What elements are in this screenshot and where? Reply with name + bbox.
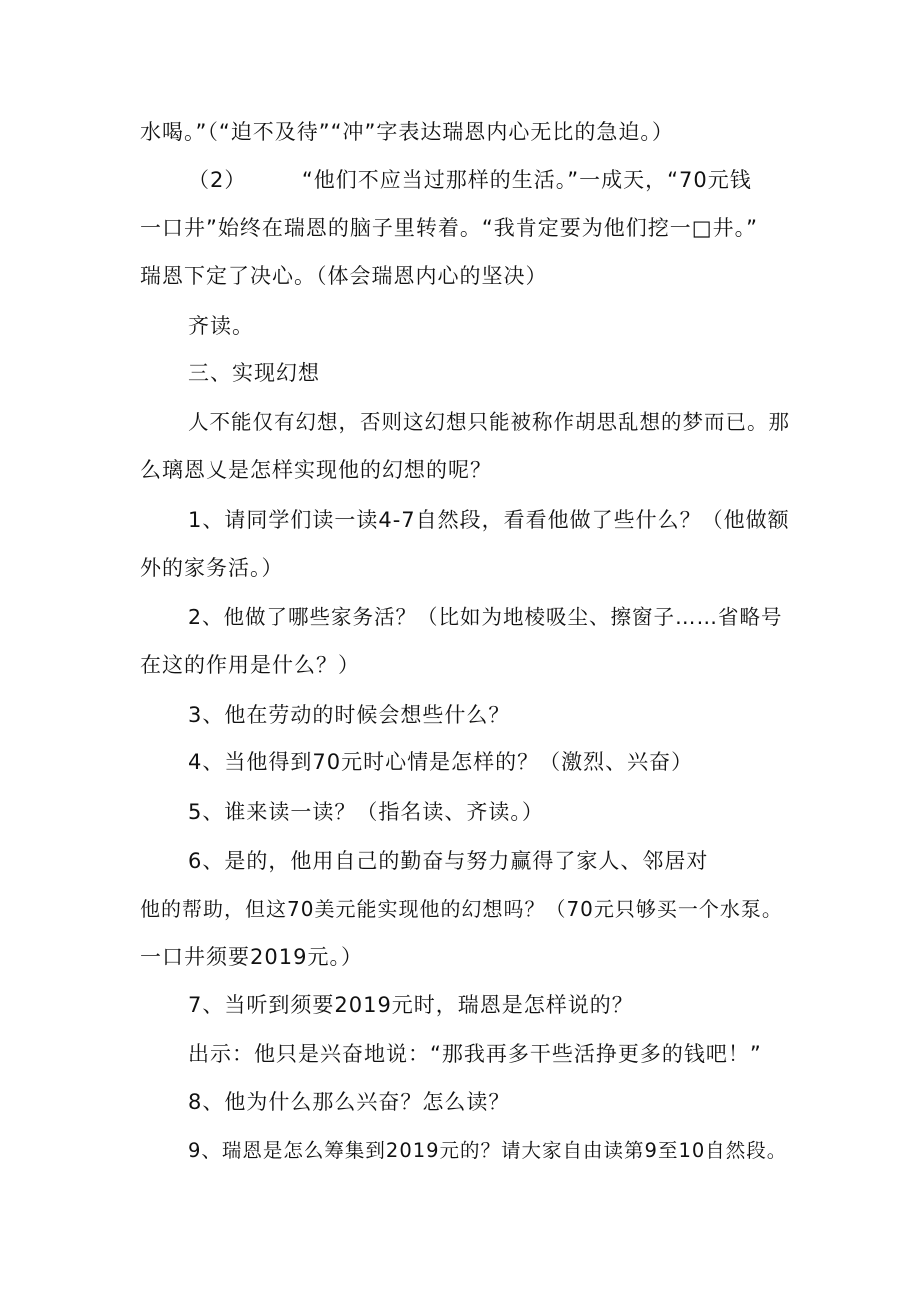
section-heading: 三、实现幻想: [188, 361, 320, 385]
text-line: 么璃恩乂是怎样实现他的幻想的呢？: [140, 458, 492, 482]
text-line: 他的帮助，但这70美元能实现他的幻想吗？（70元只够买一个水泵。: [140, 897, 783, 921]
text-line: 一口井须要2019元。）: [140, 945, 363, 969]
text-line: 4、当他得到70元时心情是怎样的？（激烈、兴奋）: [188, 750, 694, 774]
text-line: 1、请同学们读一读4-7自然段，看看他做了些什么？（他做额: [188, 508, 790, 532]
text-line: 瑞恩下定了决心。（体会瑞恩内心的坚决）: [140, 264, 548, 288]
text-line: 水喝。”（“迫不及待”“冲”字表达瑞恩内心无比的急迫。）: [140, 120, 674, 144]
text-line: 在这的作用是什么？）: [140, 653, 360, 677]
text-line: 人不能仅有幻想，否则这幻想只能被称作胡思乱想的梦而已。那: [188, 410, 790, 434]
text-line: 8、他为什么那么兴奋？怎么读？: [188, 1090, 511, 1114]
text-line: 3、他在劳动的时候会想些什么？: [188, 703, 511, 727]
text-line: 7、当听到须要2019元时，瑞恩是怎样说的？: [188, 993, 634, 1017]
text-line: 出示：他只是兴奋地说：“那我再多干些活挣更多的钱吧！”: [188, 1042, 762, 1066]
text-line: 6、是的，他用自己的勤奋与努力赢得了家人、邻居对: [188, 849, 709, 873]
text-line: 9、瑞恩是怎么筹集到2019元的？请大家自由读第9至10自然段。: [188, 1139, 788, 1162]
text-line: 一口井”始终在瑞恩的脑子里转着。“我肯定要为他们挖一□井。”: [140, 216, 758, 240]
text-line: 2、他做了哪些家务活？（比如为地棱吸尘、擦窗子……省略号: [188, 605, 783, 629]
text-line: 外的家务活。）: [140, 556, 284, 580]
text-line: 齐读。: [188, 314, 254, 338]
text-line: 5、谁来读一读？（指名读、齐读。）: [188, 800, 544, 824]
text-line: （2） “他们不应当过那样的生活。”一成天，“70元钱: [188, 168, 752, 192]
